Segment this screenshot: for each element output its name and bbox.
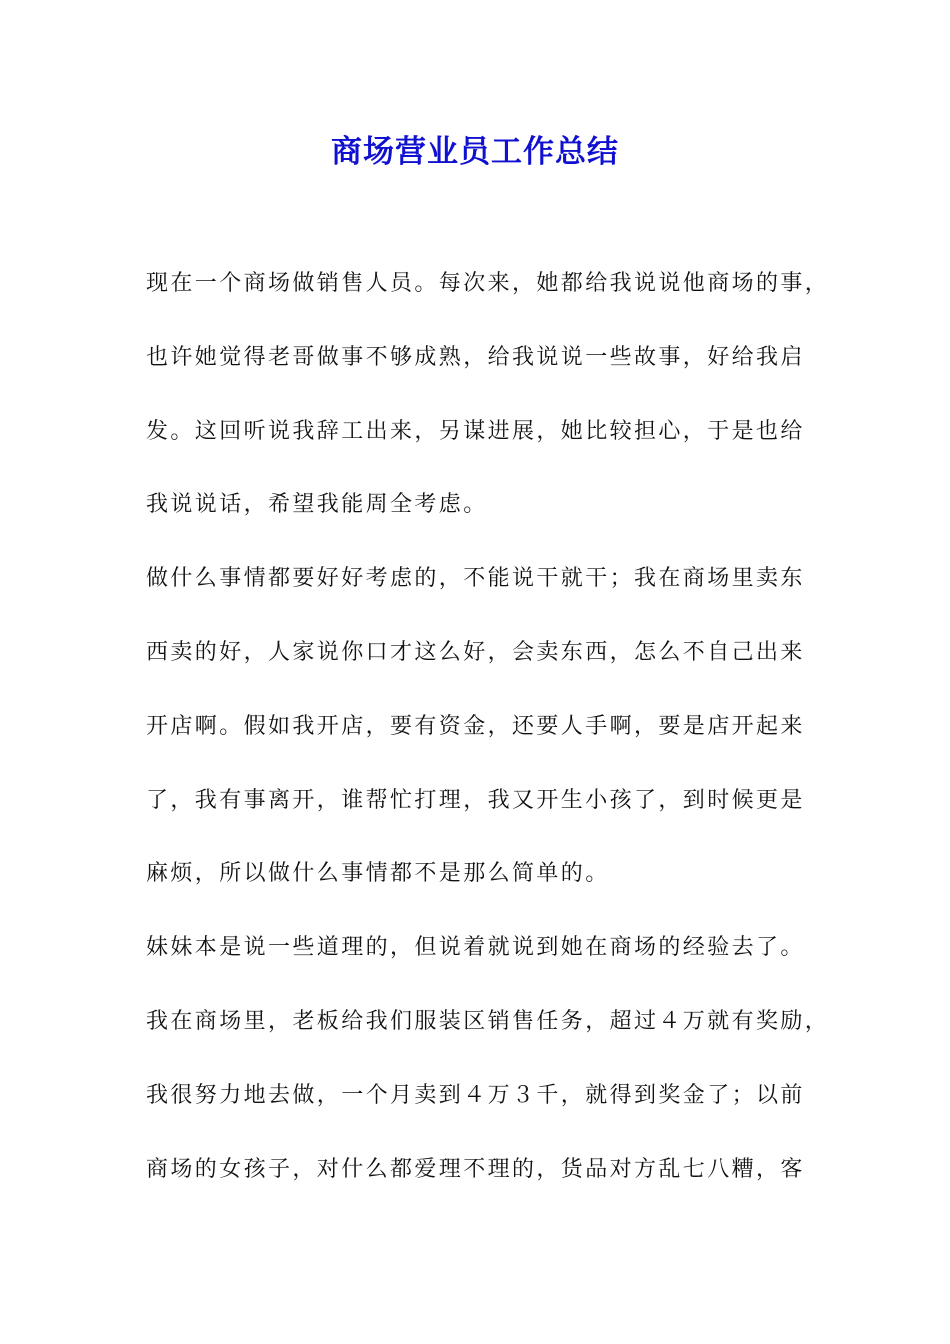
document-title: 商场营业员工作总结	[331, 134, 619, 170]
text-line: 我说说话，希望我能周全考虑。	[146, 492, 488, 518]
text-line: 我在商场里，老板给我们服装区销售任务，超过４万就有奖励，	[146, 1008, 830, 1034]
text-line: 商场的女孩子，对什么都爱理不理的，货品对方乱七八糟，客	[146, 1156, 805, 1182]
text-line: 我很努力地去做，一个月卖到４万３千，就得到奖金了；以前	[146, 1082, 805, 1108]
text-line: 发。这回听说我辞工出来，另谋进展，她比较担心，于是也给	[146, 418, 805, 444]
text-line: 麻烦，所以做什么事情都不是那么简单的。	[146, 861, 610, 887]
text-line: 也许她觉得老哥做事不够成熟，给我说说一些故事，好给我启	[146, 344, 805, 370]
text-line: 现在一个商场做销售人员。每次来，她都给我说说他商场的事，	[146, 271, 830, 296]
text-line: 妹妹本是说一些道理的，但说着就说到她在商场的经验去了。	[146, 935, 805, 961]
text-line: 了，我有事离开，谁帮忙打理，我又开生小孩了，到时候更是	[146, 787, 805, 813]
text-line: 做什么事情都要好好考虑的，不能说干就干；我在商场里卖东	[146, 566, 805, 592]
text-line: 开店啊。假如我开店，要有资金，还要人手啊，要是店开起来	[146, 713, 805, 739]
document-body	[146, 262, 836, 1221]
text-line: 西卖的好，人家说你口才这么好，会卖东西，怎么不自己出来	[146, 639, 805, 665]
